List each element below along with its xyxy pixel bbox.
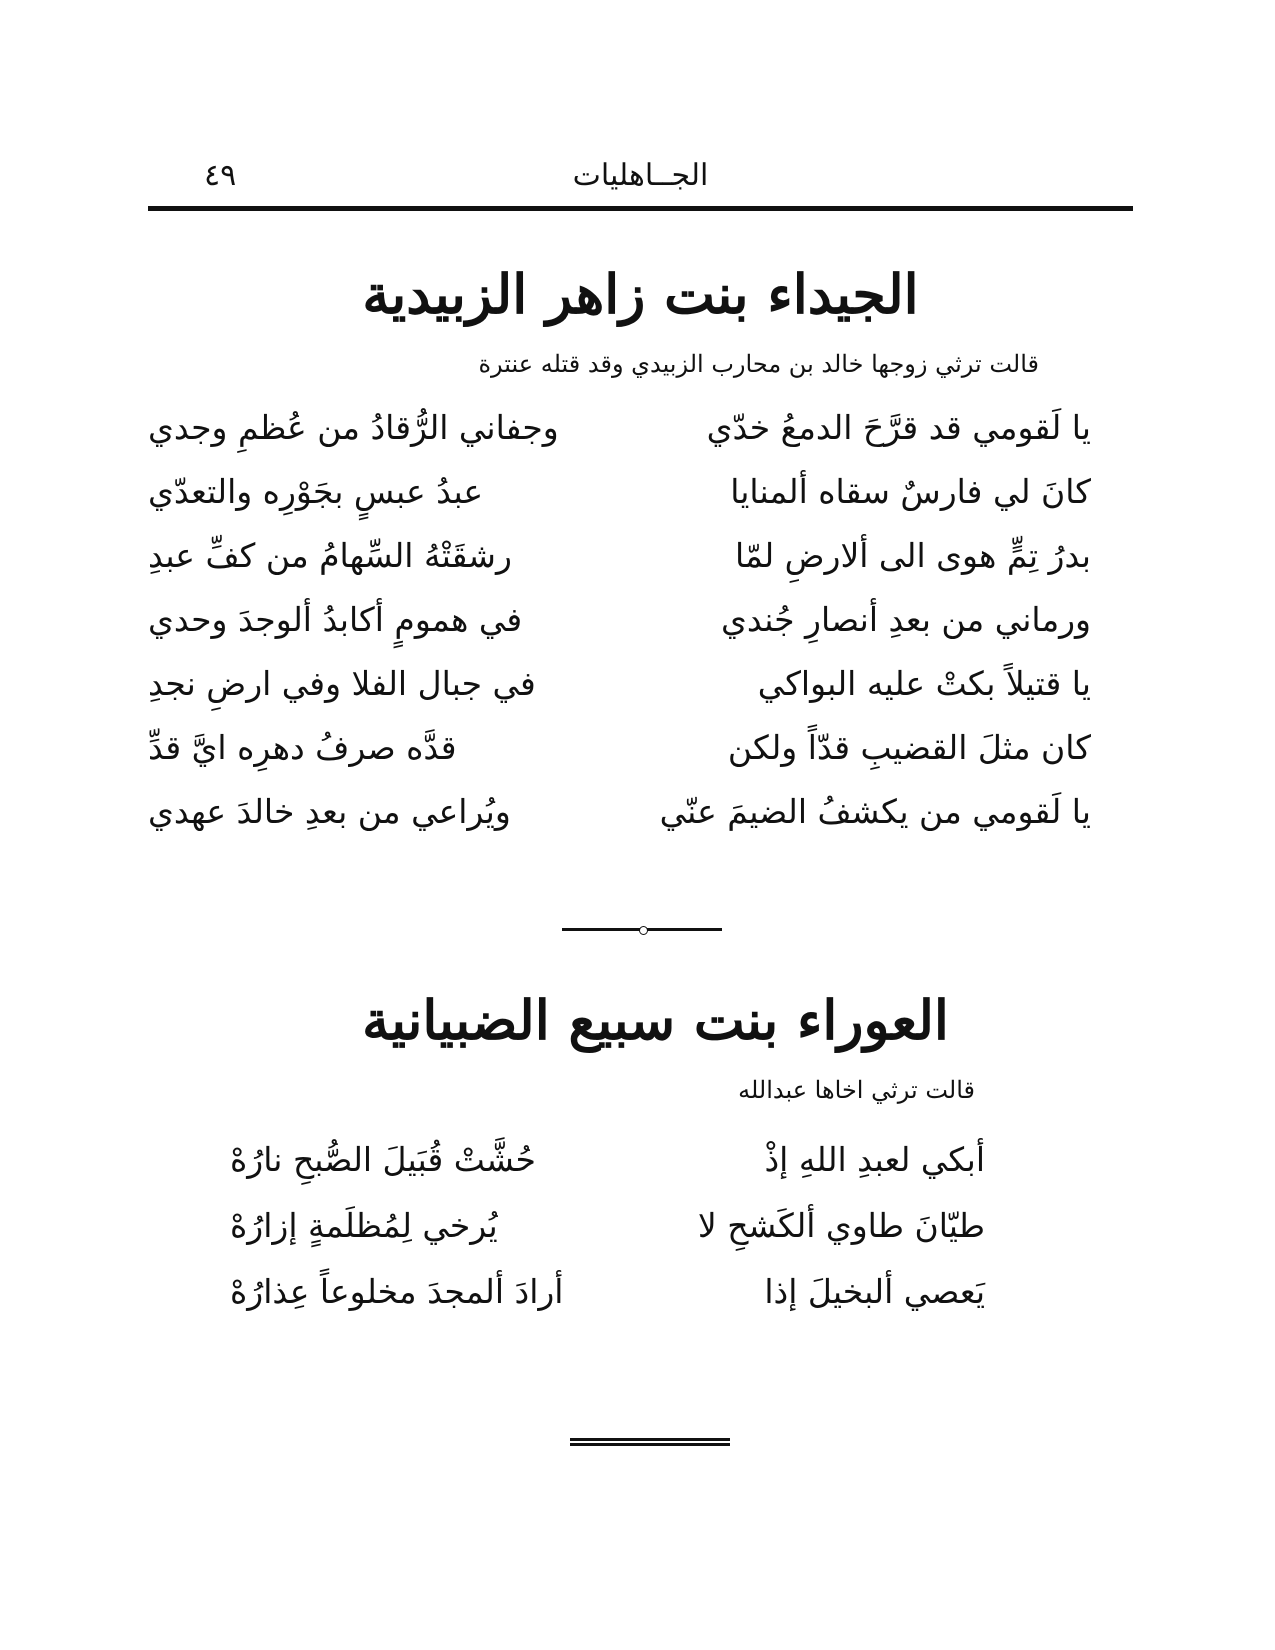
verse-line — [148, 1206, 1133, 1270]
verse-line — [148, 664, 1133, 728]
verse-line — [148, 472, 1133, 536]
poem2-verses — [148, 1140, 1133, 1340]
verse-second-hemistich: في جبال الفلا وفي ارضِ نجدِ — [148, 664, 536, 703]
verse-second-hemistich: رشقَتْهُ السِّهامُ من كفِّ عبدِ — [148, 536, 512, 575]
divider-ornament — [639, 926, 648, 935]
verse-first-hemistich: يَعصي ألبخيلَ إذا — [764, 1272, 985, 1311]
divider-bar — [570, 1443, 730, 1446]
end-divider — [570, 1438, 730, 1448]
verse-line — [148, 1272, 1133, 1336]
verse-first-hemistich: يا قتيلاً بكتْ عليه البواكي — [757, 664, 1091, 703]
verse-second-hemistich: ويُراعي من بعدِ خالدَ عهدي — [148, 792, 511, 831]
poem1-verses — [148, 408, 1133, 848]
poem2-title: العوراء بنت سبيع الضبيانية — [362, 988, 949, 1052]
poem1-title: الجيداء بنت زاهر الزبيدية — [362, 262, 919, 326]
verse-first-hemistich: كان مثلَ القضيبِ قدّاً ولكن — [727, 728, 1091, 767]
verse-second-hemistich: عبدُ عبسٍ بجَوْرِه والتعدّي — [148, 472, 484, 511]
verse-second-hemistich: قدَّه صرفُ دهرِه ايَّ قدِّ — [148, 728, 457, 767]
section-divider — [562, 925, 722, 935]
verse-second-hemistich: في همومٍ أكابدُ ألوجدَ وحدي — [148, 600, 523, 639]
verse-first-hemistich: كانَ لي فارسٌ سقاه ألمنايا — [730, 472, 1091, 511]
running-title: الجــاهليات — [572, 158, 709, 193]
verse-second-hemistich: حُشَّتْ قُبَيلَ الصُّبحِ نارُهْ — [230, 1140, 536, 1179]
verse-line — [148, 536, 1133, 600]
verse-first-hemistich: بدرُ تِمٍّ هوى الى ألارضِ لمّا — [734, 536, 1091, 575]
verse-line — [148, 1140, 1133, 1204]
verse-first-hemistich: يا لَقومي قد قرَّحَ الدمعُ خدّي — [706, 408, 1091, 447]
poem1-intro: قالت ترثي زوجها خالد بن محارب الزبيدي وقد قتله عنترة — [478, 350, 1039, 378]
verse-first-hemistich: طيّانَ طاوي ألكَشحِ لا — [697, 1206, 985, 1245]
verse-line — [148, 792, 1133, 856]
running-header — [148, 158, 1133, 198]
verse-second-hemistich: وجفاني الرُّقادُ من عُظمِ وجدي — [148, 408, 559, 447]
divider-bar — [570, 1438, 730, 1441]
verse-first-hemistich: أبكي لعبدِ اللهِ إذْ — [764, 1140, 985, 1179]
page-number: ٤٩ — [204, 158, 237, 193]
verse-first-hemistich: ورماني من بعدِ أنصارِ جُندي — [721, 600, 1091, 639]
verse-line — [148, 600, 1133, 664]
verse-second-hemistich: يُرخي لِمُظلَمةٍ إزارُهْ — [230, 1206, 498, 1245]
poem2-intro: قالت ترثي اخاها عبدالله — [738, 1076, 975, 1104]
verse-line — [148, 728, 1133, 792]
verse-line — [148, 408, 1133, 472]
verse-second-hemistich: أرادَ ألمجدَ مخلوعاً عِذارُهْ — [230, 1272, 564, 1311]
verse-first-hemistich: يا لَقومي من يكشفُ الضيمَ عنّي — [659, 792, 1091, 831]
header-rule — [148, 206, 1133, 211]
